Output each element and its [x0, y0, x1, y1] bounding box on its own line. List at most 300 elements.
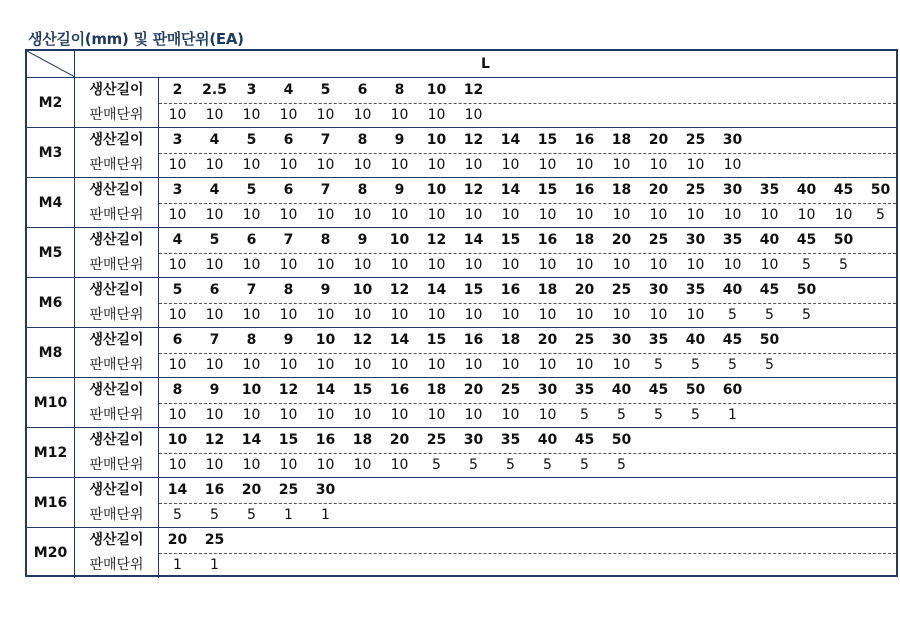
unit-value: 10	[427, 407, 446, 423]
unit-value: 10	[353, 457, 372, 473]
length-value: 8	[357, 132, 368, 148]
length-value: 14	[500, 182, 521, 198]
unit-value: 10	[501, 407, 520, 423]
length-value: 40	[796, 182, 817, 198]
length-values-row	[159, 428, 896, 454]
length-value: 10	[167, 432, 188, 448]
length-value: 9	[394, 132, 405, 148]
length-value: 40	[759, 232, 780, 248]
unit-value: 10	[723, 257, 742, 273]
length-value: 14	[167, 482, 188, 498]
length-value: 5	[246, 182, 257, 198]
size-label: M16	[27, 478, 75, 527]
unit-value: 10	[464, 157, 483, 173]
length-value: 35	[685, 282, 706, 298]
unit-value: 10	[464, 107, 483, 123]
length-value: 20	[241, 482, 262, 498]
length-value: 30	[722, 132, 743, 148]
unit-value: 10	[353, 157, 372, 173]
length-value: 8	[283, 282, 294, 298]
unit-value: 10	[427, 357, 446, 373]
table-row	[27, 178, 896, 228]
length-value: 14	[241, 432, 262, 448]
length-value: 20	[389, 432, 410, 448]
unit-value: 10	[501, 257, 520, 273]
length-value: 2	[172, 82, 183, 98]
unit-value: 10	[168, 257, 187, 273]
length-value: 10	[315, 332, 336, 348]
unit-value: 10	[575, 157, 594, 173]
size-label: M12	[27, 428, 75, 477]
unit-value: 5	[617, 407, 626, 423]
unit-value: 10	[538, 407, 557, 423]
length-value: 15	[500, 232, 521, 248]
unit-value: 5	[765, 307, 774, 323]
unit-value: 10	[464, 407, 483, 423]
length-row-label: 생산길이	[75, 78, 159, 103]
length-value: 30	[315, 482, 336, 498]
table-header	[27, 51, 896, 78]
unit-value: 10	[464, 207, 483, 223]
length-value: 20	[167, 532, 188, 548]
length-value: 3	[246, 82, 257, 98]
unit-value: 10	[353, 307, 372, 323]
length-value: 12	[278, 382, 299, 398]
size-label: M6	[27, 278, 75, 327]
unit-value: 10	[168, 457, 187, 473]
length-value: 25	[426, 432, 447, 448]
length-value: 18	[352, 432, 373, 448]
unit-value: 5	[432, 457, 441, 473]
length-value: 15	[463, 282, 484, 298]
length-value: 10	[352, 282, 373, 298]
length-value: 14	[463, 232, 484, 248]
unit-value: 10	[316, 407, 335, 423]
unit-value: 10	[279, 457, 298, 473]
unit-value: 5	[728, 307, 737, 323]
unit-value: 10	[612, 157, 631, 173]
length-value: 40	[611, 382, 632, 398]
length-value: 14	[426, 282, 447, 298]
length-value: 14	[315, 382, 336, 398]
length-column-header: L	[481, 56, 490, 72]
length-value: 25	[204, 532, 225, 548]
length-value: 12	[204, 432, 225, 448]
unit-row-label: 판매단위	[75, 353, 159, 378]
length-value: 18	[611, 132, 632, 148]
length-value: 50	[796, 282, 817, 298]
unit-value: 5	[617, 457, 626, 473]
unit-value: 10	[168, 207, 187, 223]
unit-value: 5	[876, 207, 885, 223]
unit-values-row	[159, 403, 896, 428]
unit-value: 10	[390, 407, 409, 423]
length-value: 7	[320, 182, 331, 198]
unit-value: 10	[279, 357, 298, 373]
unit-value: 10	[649, 257, 668, 273]
length-value: 12	[463, 182, 484, 198]
unit-value: 5	[247, 507, 256, 523]
length-value: 45	[833, 182, 854, 198]
unit-value: 10	[464, 257, 483, 273]
unit-value: 10	[575, 307, 594, 323]
length-value: 15	[278, 432, 299, 448]
length-value: 10	[426, 182, 447, 198]
length-value: 18	[574, 232, 595, 248]
unit-value: 10	[501, 157, 520, 173]
unit-value: 10	[205, 407, 224, 423]
length-value: 14	[389, 332, 410, 348]
unit-value: 10	[427, 307, 446, 323]
length-value: 6	[357, 82, 368, 98]
length-value: 12	[352, 332, 373, 348]
unit-value: 10	[686, 207, 705, 223]
length-values-row	[159, 378, 896, 404]
unit-value: 1	[321, 507, 330, 523]
length-value: 9	[320, 282, 331, 298]
unit-value: 10	[316, 357, 335, 373]
length-value: 14	[500, 132, 521, 148]
length-value: 9	[283, 332, 294, 348]
size-label: M20	[27, 528, 75, 578]
length-unit-table	[25, 49, 898, 577]
length-value: 20	[648, 132, 669, 148]
unit-value: 10	[353, 207, 372, 223]
length-value: 25	[500, 382, 521, 398]
length-value: 30	[463, 432, 484, 448]
unit-row-label: 판매단위	[75, 503, 159, 528]
unit-value: 10	[279, 157, 298, 173]
length-row-label: 생산길이	[75, 478, 159, 503]
unit-value: 10	[760, 257, 779, 273]
length-value: 3	[172, 182, 183, 198]
unit-values-row	[159, 153, 896, 178]
length-row-label: 생산길이	[75, 428, 159, 453]
length-value: 10	[426, 132, 447, 148]
unit-value: 10	[612, 357, 631, 373]
unit-value: 10	[316, 457, 335, 473]
length-value: 6	[283, 132, 294, 148]
length-value: 30	[537, 382, 558, 398]
length-values-row	[159, 528, 896, 554]
length-value: 6	[172, 332, 183, 348]
length-value: 25	[648, 232, 669, 248]
length-value: 30	[611, 332, 632, 348]
unit-value: 10	[242, 107, 261, 123]
unit-value: 10	[279, 307, 298, 323]
unit-value: 10	[205, 307, 224, 323]
unit-row-label: 판매단위	[75, 153, 159, 178]
length-value: 5	[209, 232, 220, 248]
length-value: 35	[500, 432, 521, 448]
length-value: 16	[574, 132, 595, 148]
unit-value: 5	[654, 357, 663, 373]
unit-value: 10	[205, 357, 224, 373]
unit-value: 10	[649, 157, 668, 173]
length-value: 30	[685, 232, 706, 248]
unit-value: 10	[427, 157, 446, 173]
unit-value: 1	[210, 557, 219, 573]
table-row	[27, 528, 896, 578]
unit-value: 10	[427, 107, 446, 123]
length-value: 7	[320, 132, 331, 148]
length-value: 35	[722, 232, 743, 248]
unit-value: 10	[242, 407, 261, 423]
unit-value: 10	[797, 207, 816, 223]
length-value: 16	[463, 332, 484, 348]
length-value: 50	[870, 182, 891, 198]
length-value: 10	[241, 382, 262, 398]
length-value: 25	[611, 282, 632, 298]
unit-value: 10	[316, 257, 335, 273]
length-value: 20	[648, 182, 669, 198]
unit-row-label: 판매단위	[75, 553, 159, 578]
length-value: 35	[648, 332, 669, 348]
unit-value: 1	[284, 507, 293, 523]
unit-value: 10	[353, 257, 372, 273]
length-value: 18	[426, 382, 447, 398]
size-label: M10	[27, 378, 75, 427]
table-row	[27, 128, 896, 178]
length-value: 50	[685, 382, 706, 398]
length-row-label: 생산길이	[75, 528, 159, 553]
length-value: 18	[500, 332, 521, 348]
length-value: 7	[209, 332, 220, 348]
unit-value: 10	[649, 207, 668, 223]
unit-value: 10	[242, 357, 261, 373]
length-value: 30	[722, 182, 743, 198]
length-value: 6	[283, 182, 294, 198]
unit-value: 10	[390, 107, 409, 123]
length-value: 25	[278, 482, 299, 498]
length-value: 35	[574, 382, 595, 398]
length-value: 15	[537, 132, 558, 148]
length-value: 45	[722, 332, 743, 348]
unit-value: 5	[580, 407, 589, 423]
length-value: 9	[209, 382, 220, 398]
length-value: 12	[426, 232, 447, 248]
unit-value: 10	[242, 257, 261, 273]
unit-value: 5	[654, 407, 663, 423]
unit-value: 10	[205, 457, 224, 473]
table-row	[27, 428, 896, 478]
unit-value: 10	[242, 307, 261, 323]
unit-value: 10	[242, 457, 261, 473]
unit-value: 10	[760, 207, 779, 223]
unit-row-label: 판매단위	[75, 203, 159, 228]
unit-value: 5	[839, 257, 848, 273]
unit-value: 5	[173, 507, 182, 523]
unit-value: 5	[691, 407, 700, 423]
length-value: 25	[685, 132, 706, 148]
unit-value: 10	[575, 357, 594, 373]
length-value: 18	[611, 182, 632, 198]
length-row-label: 생산길이	[75, 228, 159, 253]
unit-value: 10	[538, 357, 557, 373]
length-value: 10	[389, 232, 410, 248]
unit-value: 10	[205, 107, 224, 123]
unit-value: 5	[469, 457, 478, 473]
unit-value: 10	[279, 207, 298, 223]
unit-values-row	[159, 503, 896, 528]
length-value: 8	[320, 232, 331, 248]
length-value: 50	[759, 332, 780, 348]
unit-value: 5	[543, 457, 552, 473]
length-value: 4	[209, 182, 220, 198]
unit-value: 10	[390, 357, 409, 373]
unit-value: 10	[353, 357, 372, 373]
unit-value: 10	[538, 207, 557, 223]
unit-value: 10	[242, 157, 261, 173]
unit-value: 10	[723, 207, 742, 223]
unit-value: 10	[205, 207, 224, 223]
length-value: 18	[537, 282, 558, 298]
unit-value: 10	[501, 357, 520, 373]
length-value: 20	[537, 332, 558, 348]
unit-value: 10	[168, 107, 187, 123]
length-value: 8	[246, 332, 257, 348]
unit-value: 10	[538, 307, 557, 323]
unit-value: 10	[242, 207, 261, 223]
length-value: 16	[315, 432, 336, 448]
length-value: 5	[246, 132, 257, 148]
unit-value: 10	[353, 407, 372, 423]
unit-row-label: 판매단위	[75, 303, 159, 328]
unit-value: 10	[427, 207, 446, 223]
size-label: M4	[27, 178, 75, 227]
unit-value: 10	[575, 207, 594, 223]
unit-value: 10	[205, 257, 224, 273]
length-value: 20	[463, 382, 484, 398]
unit-row-label: 판매단위	[75, 453, 159, 478]
unit-value: 5	[691, 357, 700, 373]
length-value: 45	[796, 232, 817, 248]
length-value: 9	[394, 182, 405, 198]
unit-value: 5	[802, 257, 811, 273]
unit-value: 10	[316, 307, 335, 323]
unit-value: 10	[612, 257, 631, 273]
length-value: 30	[648, 282, 669, 298]
unit-value: 5	[728, 357, 737, 373]
unit-value: 10	[390, 457, 409, 473]
length-value: 15	[352, 382, 373, 398]
unit-value: 10	[168, 357, 187, 373]
length-value: 40	[685, 332, 706, 348]
table-row	[27, 228, 896, 278]
length-value: 7	[246, 282, 257, 298]
unit-row-label: 판매단위	[75, 103, 159, 128]
length-value: 45	[759, 282, 780, 298]
unit-value: 10	[168, 407, 187, 423]
unit-value: 10	[279, 407, 298, 423]
unit-value: 10	[316, 157, 335, 173]
unit-value: 10	[205, 157, 224, 173]
unit-value: 10	[723, 157, 742, 173]
length-value: 50	[833, 232, 854, 248]
size-label: M2	[27, 78, 75, 127]
unit-value: 10	[538, 157, 557, 173]
unit-value: 1	[173, 557, 182, 573]
size-label: M3	[27, 128, 75, 177]
unit-values-row	[159, 253, 896, 278]
unit-value: 10	[464, 357, 483, 373]
unit-value: 10	[279, 257, 298, 273]
length-value: 15	[537, 182, 558, 198]
unit-value: 10	[501, 207, 520, 223]
length-value: 25	[685, 182, 706, 198]
length-value: 20	[574, 282, 595, 298]
length-value: 40	[537, 432, 558, 448]
length-value: 10	[426, 82, 447, 98]
unit-value: 5	[580, 457, 589, 473]
unit-value: 10	[316, 207, 335, 223]
length-value: 16	[500, 282, 521, 298]
unit-value: 10	[686, 307, 705, 323]
length-value: 16	[574, 182, 595, 198]
unit-value: 10	[649, 307, 668, 323]
length-value: 5	[172, 282, 183, 298]
unit-values-row	[159, 353, 896, 378]
unit-row-label: 판매단위	[75, 253, 159, 278]
unit-value: 5	[506, 457, 515, 473]
diagonal-line-icon	[27, 51, 75, 77]
length-value: 8	[357, 182, 368, 198]
unit-value: 10	[612, 307, 631, 323]
length-value: 12	[389, 282, 410, 298]
unit-value: 10	[834, 207, 853, 223]
length-values-row	[159, 328, 896, 354]
length-row-label: 생산길이	[75, 328, 159, 353]
unit-value: 10	[390, 307, 409, 323]
unit-values-row	[159, 303, 896, 328]
unit-values-row	[159, 103, 896, 128]
length-row-label: 생산길이	[75, 278, 159, 303]
unit-value: 10	[279, 107, 298, 123]
length-values-row	[159, 478, 896, 504]
length-values-row	[159, 178, 896, 204]
length-value: 4	[283, 82, 294, 98]
size-label: M8	[27, 328, 75, 377]
length-value: 16	[389, 382, 410, 398]
unit-values-row	[159, 453, 896, 478]
unit-value: 10	[353, 107, 372, 123]
length-value: 9	[357, 232, 368, 248]
unit-value: 10	[501, 307, 520, 323]
length-value: 8	[394, 82, 405, 98]
unit-value: 10	[390, 257, 409, 273]
length-value: 45	[574, 432, 595, 448]
length-value: 40	[722, 282, 743, 298]
unit-value: 5	[765, 357, 774, 373]
table-row	[27, 78, 896, 128]
length-value: 16	[537, 232, 558, 248]
length-value: 4	[172, 232, 183, 248]
unit-value: 10	[575, 257, 594, 273]
length-value: 60	[722, 382, 743, 398]
length-value: 7	[283, 232, 294, 248]
length-value: 20	[611, 232, 632, 248]
unit-value: 10	[686, 157, 705, 173]
unit-value: 10	[464, 307, 483, 323]
unit-value: 5	[802, 307, 811, 323]
length-values-row	[159, 228, 896, 254]
table-row	[27, 278, 896, 328]
unit-value: 10	[686, 257, 705, 273]
length-row-label: 생산길이	[75, 128, 159, 153]
length-row-label: 생산길이	[75, 378, 159, 403]
unit-values-row	[159, 553, 896, 578]
length-values-row	[159, 78, 896, 104]
